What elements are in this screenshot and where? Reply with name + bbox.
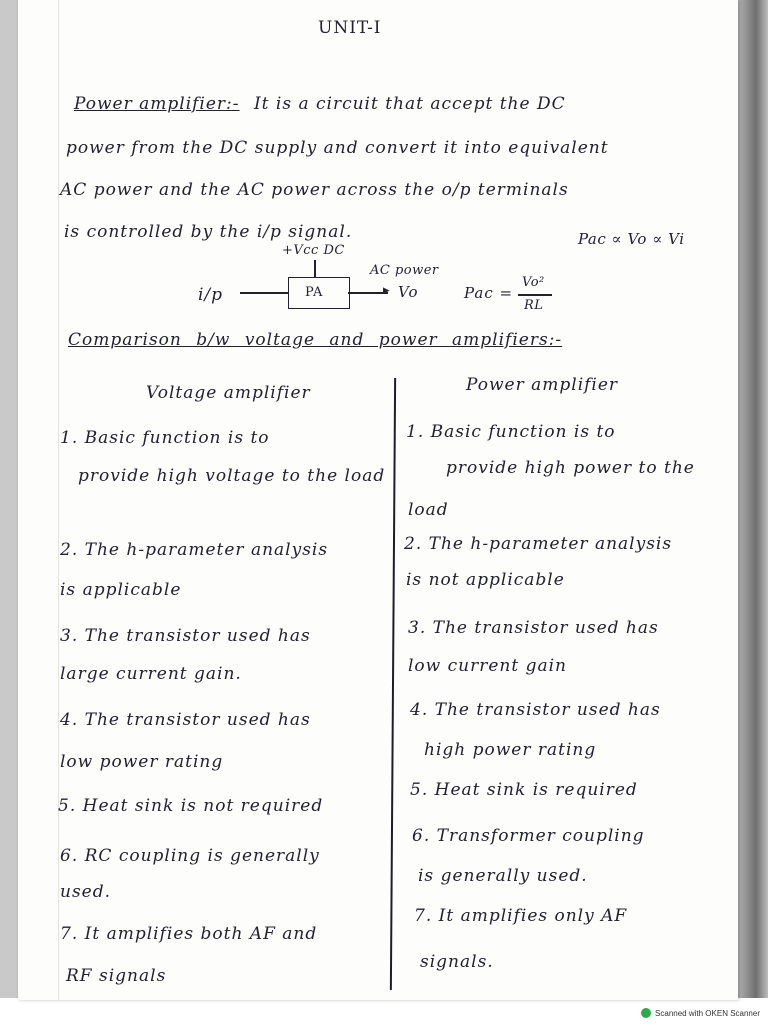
- voltage-amplifier-header: Voltage amplifier: [146, 383, 311, 403]
- proportional-relation: Pac ∝ Vo ∝ Vi: [578, 230, 685, 248]
- definition-line-2: power from the DC supply and convert it into equivalent: [66, 138, 609, 158]
- left-point-1b: provide high voltage to the load: [78, 466, 386, 486]
- right-point-6b: is generally used.: [418, 866, 588, 886]
- formula-lhs: Pac =: [464, 284, 514, 302]
- left-point-2a: 2. The h-parameter analysis: [60, 540, 329, 560]
- output-arrowhead: ▸: [383, 283, 391, 298]
- page-heading: UNIT-I: [318, 18, 382, 38]
- supply-arrow: [314, 260, 316, 277]
- right-point-1c: load: [408, 500, 449, 520]
- right-point-1b: provide high power to the: [446, 458, 695, 478]
- right-point-4b: high power rating: [424, 740, 597, 760]
- output-label: Vo: [398, 283, 419, 301]
- definition-line-4: is controlled by the i/p signal.: [64, 222, 353, 242]
- formula-numerator: Vo²: [522, 275, 545, 290]
- right-point-7a: 7. It amplifies only AF: [414, 906, 628, 926]
- right-point-3b: low current gain: [408, 656, 567, 676]
- definition-line-3: AC power and the AC power across the o/p terminals: [60, 180, 569, 200]
- margin-line: [58, 0, 59, 1000]
- output-power-label: AC power: [370, 263, 439, 278]
- right-point-5a: 5. Heat sink is required: [410, 780, 638, 800]
- right-point-2a: 2. The h-parameter analysis: [404, 534, 673, 554]
- definition-term: Power amplifier:-: [74, 94, 240, 114]
- block-label: PA: [305, 285, 323, 300]
- input-wire: [240, 292, 288, 294]
- left-point-3b: large current gain.: [60, 664, 242, 684]
- left-point-7b: RF signals: [66, 966, 167, 986]
- output-wire: [348, 292, 388, 294]
- right-point-3a: 3. The transistor used has: [408, 618, 659, 638]
- left-point-4a: 4. The transistor used has: [60, 710, 311, 730]
- formula-fraction-bar: [518, 294, 552, 296]
- left-point-5a: 5. Heat sink is not required: [58, 796, 324, 816]
- left-point-6a: 6. RC coupling is generally: [60, 846, 320, 866]
- right-point-1a: 1. Basic function is to: [406, 422, 616, 442]
- input-label: i/p: [198, 285, 224, 305]
- supply-label: +Vcc DC: [282, 243, 345, 258]
- left-point-6b: used.: [60, 882, 112, 902]
- formula-denominator: RL: [524, 298, 544, 313]
- right-point-2b: is not applicable: [406, 570, 565, 590]
- comparison-title: Comparison b/w voltage and power amplifiers:-: [68, 330, 563, 350]
- right-point-4a: 4. The transistor used has: [410, 700, 661, 720]
- left-point-3a: 3. The transistor used has: [60, 626, 311, 646]
- right-point-7b: signals.: [420, 952, 494, 972]
- definition-text-1: It is a circuit that accept the DC: [253, 94, 566, 114]
- left-point-1a: 1. Basic function is to: [60, 428, 270, 448]
- left-point-4b: low power rating: [60, 752, 224, 772]
- definition-line-1: [74, 94, 566, 114]
- scanner-watermark-text: Scanned with OKEN Scanner: [655, 1008, 760, 1018]
- right-point-6a: 6. Transformer coupling: [412, 826, 645, 846]
- left-point-7a: 7. It amplifies both AF and: [60, 924, 318, 944]
- scanner-logo-icon: [641, 1008, 651, 1018]
- power-amplifier-header: Power amplifier: [466, 375, 619, 395]
- left-point-2b: is applicable: [60, 580, 182, 600]
- scanner-watermark: [641, 1008, 760, 1018]
